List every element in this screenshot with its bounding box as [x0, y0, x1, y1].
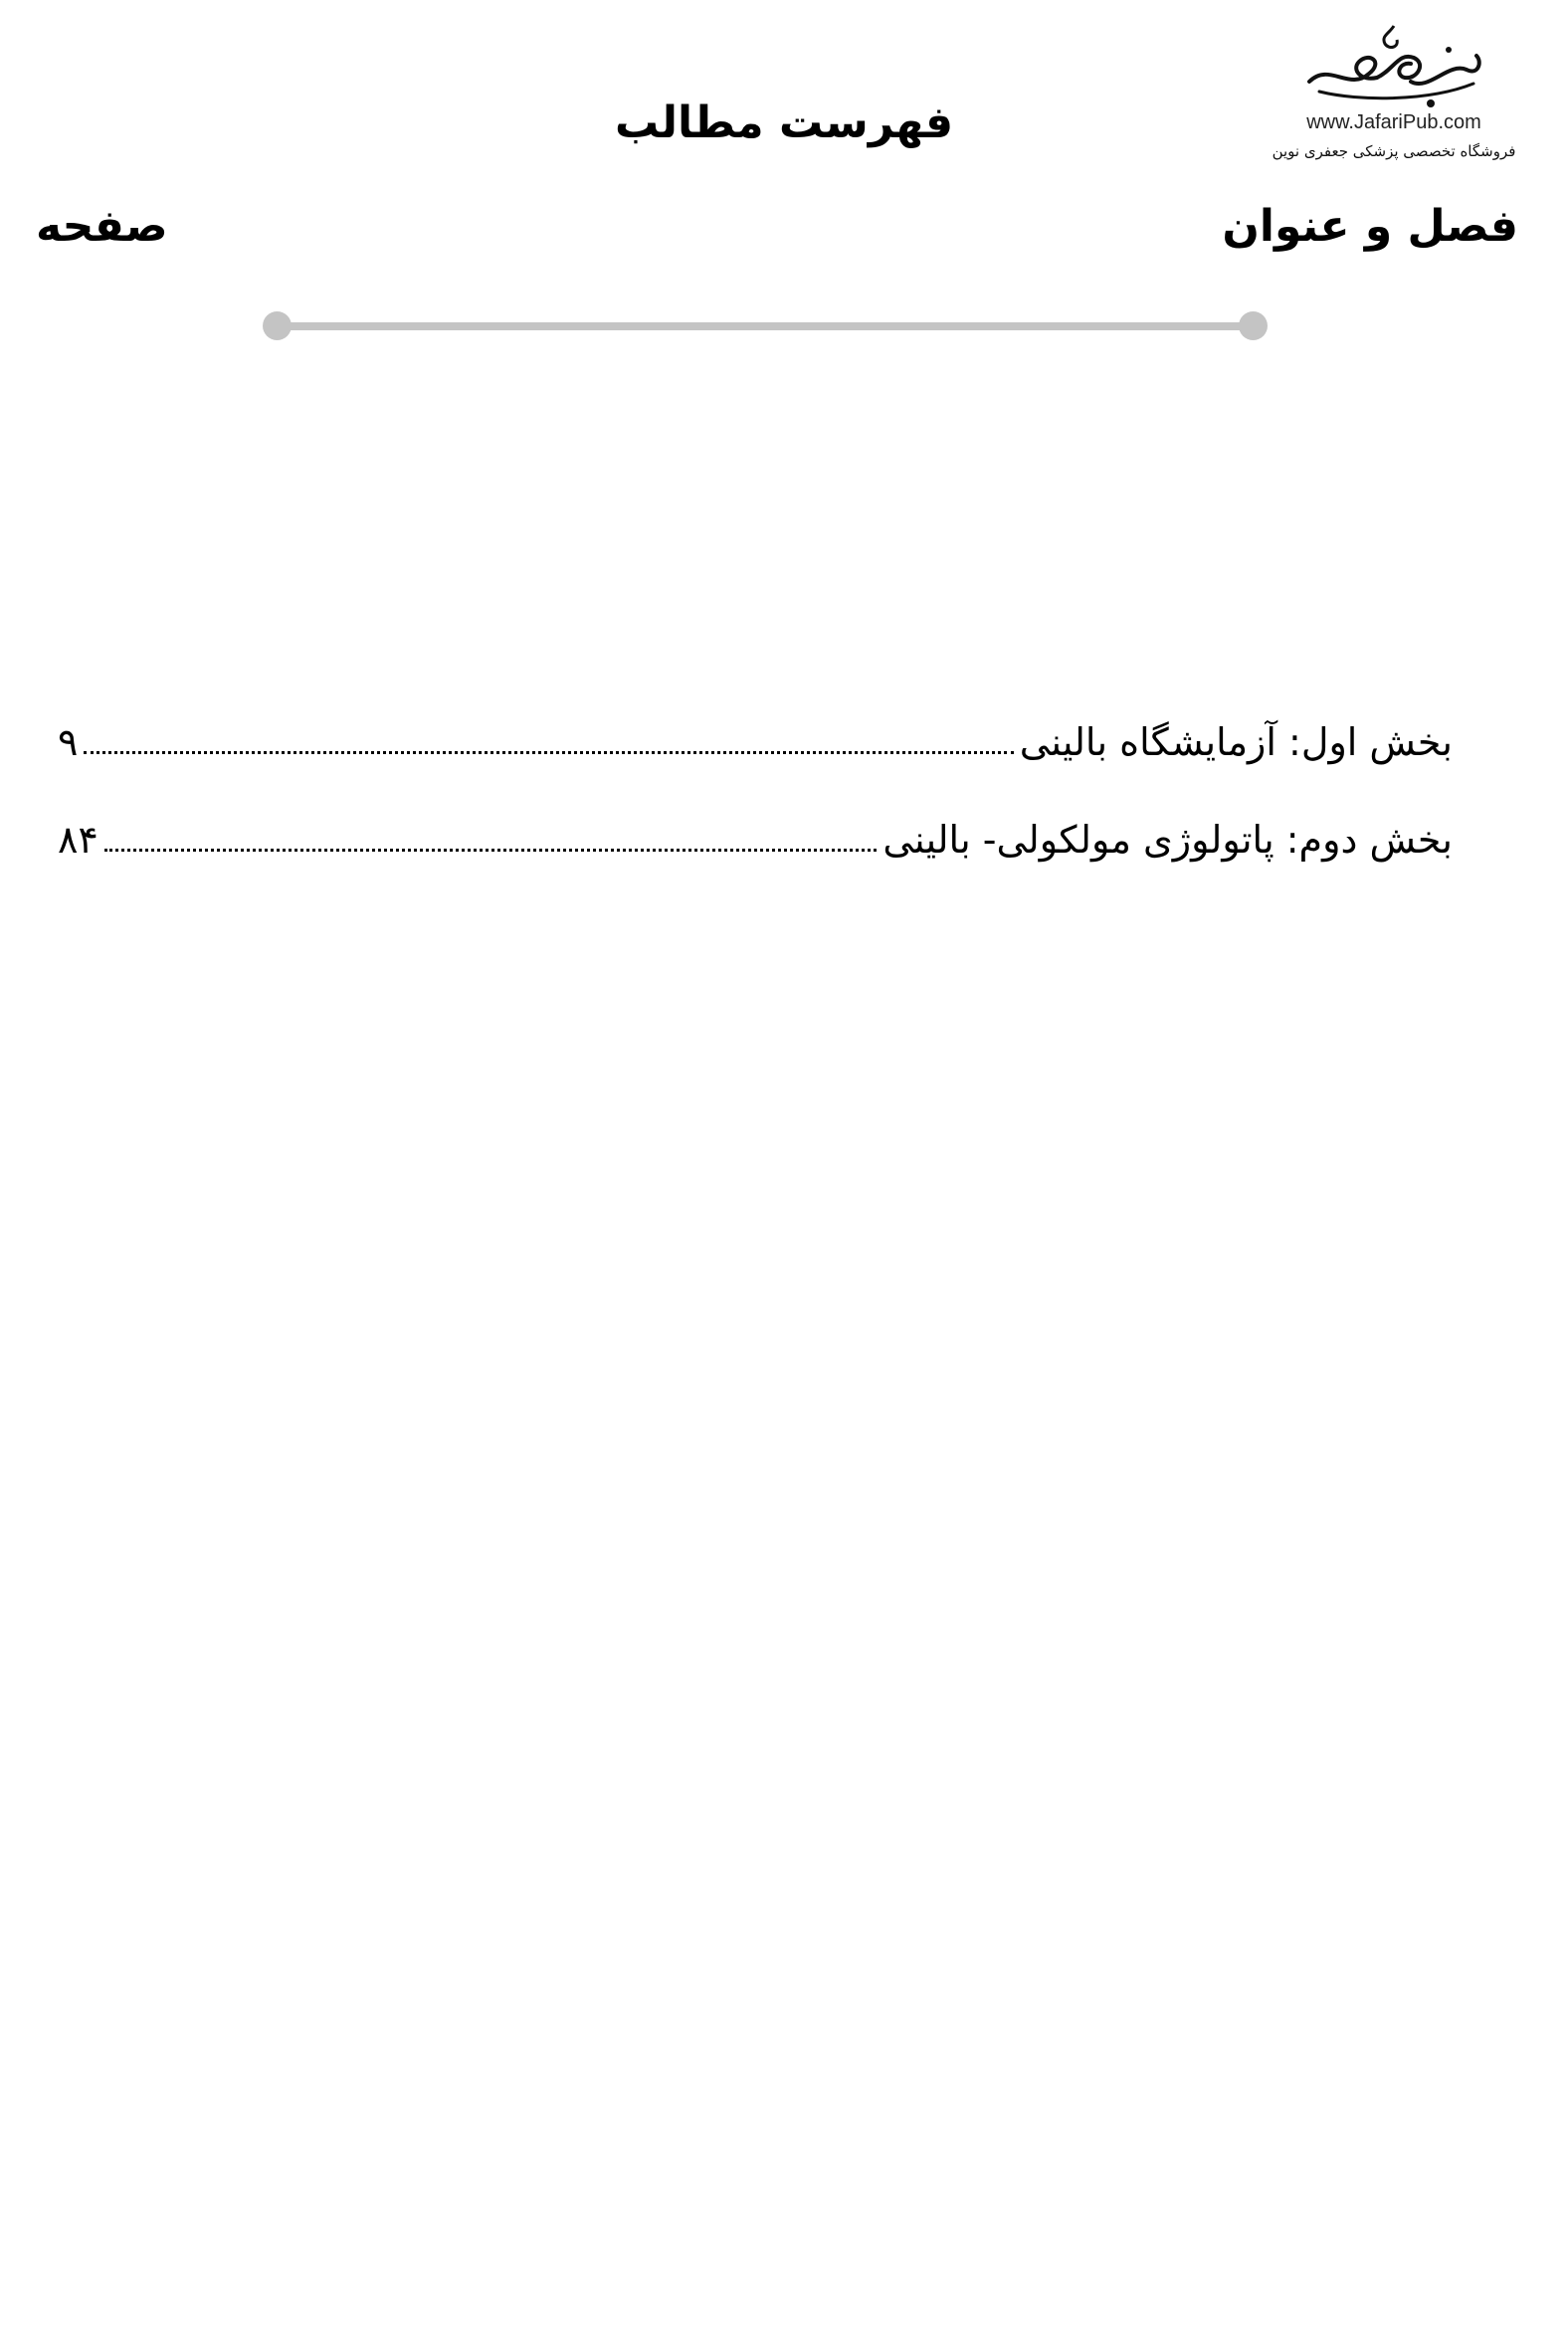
logo-tagline: فروشگاه تخصصی پزشکی جعفری نوین [1272, 142, 1516, 160]
divider-end-dot [1239, 311, 1268, 340]
header-divider [263, 310, 1268, 340]
page-title: فهرست مطالب [614, 97, 954, 148]
toc-entry-page: ۸۴ [58, 818, 98, 862]
toc-entry[interactable] [58, 764, 1453, 862]
toc-entry[interactable] [58, 667, 1453, 764]
logo-url: www.JafariPub.com [1306, 111, 1481, 133]
toc-entry-page: ۹ [58, 720, 79, 764]
toc-entry-title: بخش اول: آزمایشگاه بالینی [1019, 720, 1453, 764]
divider-line [277, 322, 1254, 330]
column-header-chapter-title: فصل و عنوان [1222, 201, 1518, 252]
toc-entry-title: بخش دوم: پاتولوژی مولکولی- بالینی [882, 818, 1453, 862]
table-of-contents [58, 667, 1453, 862]
divider-end-dot [263, 311, 292, 340]
toc-leader-dots [104, 848, 878, 852]
column-header-page: صفحه [36, 201, 168, 252]
toc-leader-dots [84, 750, 1013, 754]
